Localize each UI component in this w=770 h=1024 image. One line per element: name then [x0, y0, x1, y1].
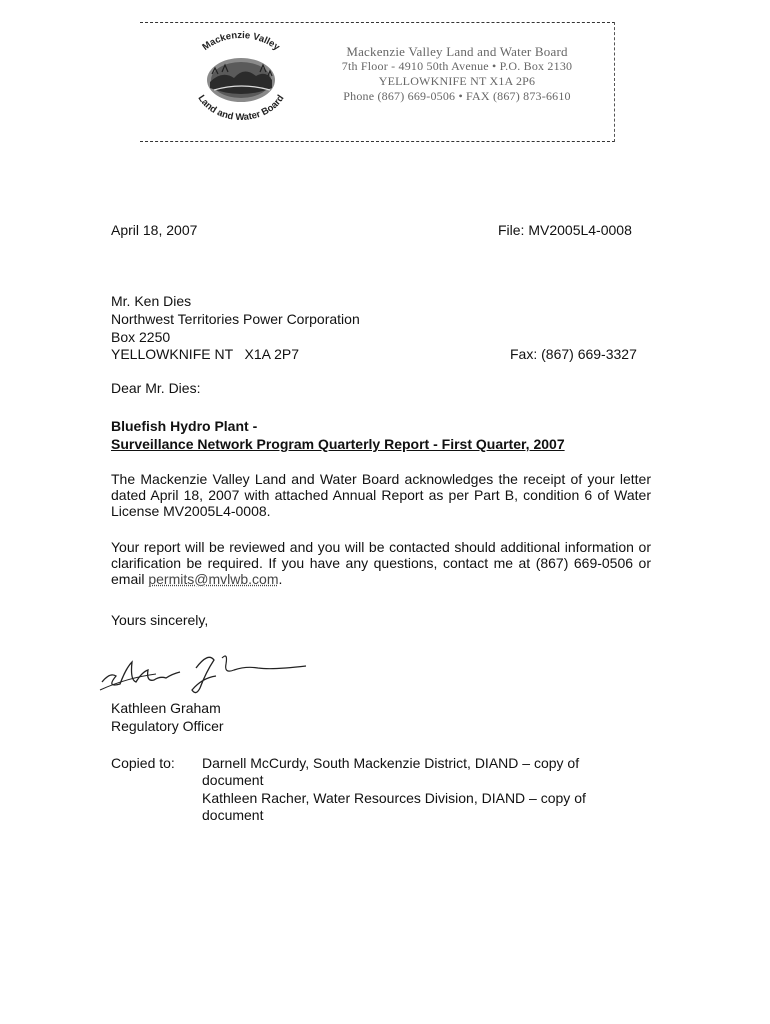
salutation: Dear Mr. Dies:	[111, 380, 201, 396]
copied-recipient-2: Kathleen Racher, Water Resources Division, DIAND – copy of	[202, 790, 586, 806]
letterhead-phone-fax: Phone (867) 669-0506 • FAX (867) 873-6610	[343, 89, 571, 103]
copied-recipient-2-cont: document	[202, 807, 264, 823]
letterhead-address-line-2: YELLOWKNIFE NT X1A 2P6	[378, 74, 536, 88]
handwritten-signature	[96, 632, 316, 702]
copied-recipient-1: Darnell McCurdy, South Mackenzie District, DIAND – copy of	[202, 755, 580, 771]
letter-date: April 18, 2007	[111, 222, 198, 238]
recipient-org: Northwest Territories Power Corporation	[111, 311, 360, 327]
signer-name: Kathleen Graham	[111, 700, 221, 716]
svg-text:Mackenzie Valley	[200, 30, 282, 53]
paragraph-review-text: Your report will be reviewed and you will be contacted should additional information or clarification be required. If you have any questions, contact me at (867) 669-0506 or email	[111, 539, 651, 587]
paragraph-review-end: .	[278, 571, 283, 587]
letterhead-address	[312, 44, 602, 104]
board-seal-logo	[182, 30, 300, 126]
seal-text-top: Mackenzie Valley	[200, 30, 282, 53]
signer-title: Regulatory Officer	[111, 718, 224, 734]
closing: Yours sincerely,	[111, 612, 209, 628]
file-reference: File: MV2005L4-0008	[498, 222, 632, 238]
letterhead-address-line-1: 7th Floor - 4910 50th Avenue • P.O. Box 2130	[341, 59, 573, 73]
paragraph-acknowledgement: The Mackenzie Valley Land and Water Board acknowledges the receipt of your letter dated April 18, 2007 with attached Annual Report as per Part B, condition 6 of Water License MV2005L4-0008.	[111, 471, 651, 519]
copied-recipient-1-cont: document	[202, 772, 264, 788]
recipient-box: Box 2250	[111, 329, 171, 345]
subject-line-1: Bluefish Hydro Plant -	[111, 418, 258, 434]
letterhead-org-name: Mackenzie Valley Land and Water Board	[346, 44, 568, 59]
paragraph-review	[111, 539, 651, 587]
contact-email-link[interactable]: permits@mvlwb.com	[148, 571, 279, 587]
subject-line-2: Surveillance Network Program Quarterly Report - First Quarter, 2007	[111, 436, 565, 452]
recipient-city: YELLOWKNIFE NT X1A 2P7	[111, 346, 300, 362]
copied-to-label: Copied to:	[111, 755, 175, 771]
recipient-name: Mr. Ken Dies	[111, 293, 192, 309]
seal-text-bottom: Land and Water Board	[195, 93, 287, 124]
recipient-fax: Fax: (867) 669-3327	[510, 346, 637, 362]
